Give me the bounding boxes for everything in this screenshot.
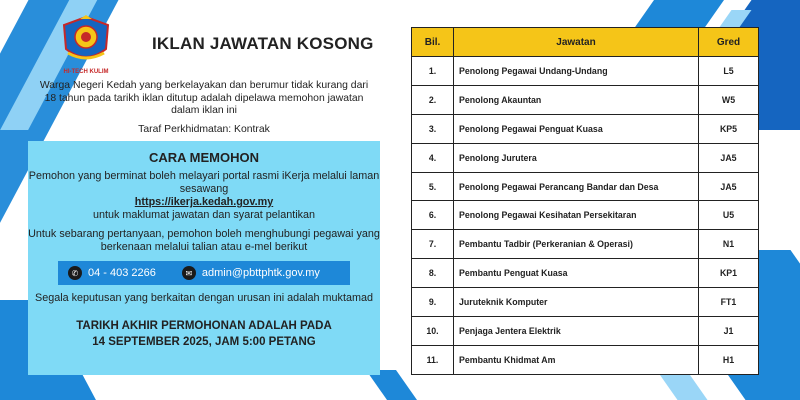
logo-caption: HI-TECH KULIM — [63, 69, 109, 75]
job-title: Pembantu Tadbir (Perkeranian & Operasi) — [454, 230, 699, 259]
ikerja-link[interactable]: https://ikerja.kedah.gov.my — [134, 196, 274, 208]
intro-text: Warga Negeri Kedah yang berkelayakan dan berumur tidak kurang dari 18 tahun pada tarikh iklan ditutup adalah dipelawa memohon jawatan dalam iklan ini — [39, 80, 369, 116]
apply-instructions: Pemohon yang berminat boleh melayari portal rasmi iKerja melalui laman sesawang — [28, 170, 380, 195]
table-row — [412, 85, 759, 114]
job-title: Penolong Akauntan — [454, 85, 699, 114]
row-number: 10. — [412, 317, 454, 346]
job-grade: J1 — [699, 317, 759, 346]
job-title: Pembantu Khidmat Am — [454, 345, 699, 374]
job-title: Penolong Pegawai Perancang Bandar dan Desa — [454, 172, 699, 201]
job-title: Juruteknik Komputer — [454, 288, 699, 317]
email-icon: ✉ — [182, 266, 196, 280]
pbt-logo — [58, 15, 114, 73]
job-grade: U5 — [699, 201, 759, 230]
row-number: 9. — [412, 288, 454, 317]
contact-bar — [58, 261, 350, 285]
table-row — [412, 201, 759, 230]
job-grade: N1 — [699, 230, 759, 259]
job-grade: KP5 — [699, 114, 759, 143]
job-grade: KP1 — [699, 259, 759, 288]
job-title: Penjaga Jentera Elektrik — [454, 317, 699, 346]
how-to-apply-panel — [28, 141, 380, 375]
row-number: 1. — [412, 57, 454, 86]
how-to-apply-heading: CARA MEMOHON — [148, 150, 259, 165]
table-row — [412, 345, 759, 374]
job-grade: JA5 — [699, 172, 759, 201]
phone-icon: ✆ — [68, 266, 82, 280]
job-grade: JA5 — [699, 143, 759, 172]
deadline-notice — [28, 318, 380, 350]
table-row — [412, 172, 759, 201]
row-number: 6. — [412, 201, 454, 230]
row-number: 2. — [412, 85, 454, 114]
row-number: 3. — [412, 114, 454, 143]
header-row — [28, 14, 380, 74]
phone-number[interactable]: 04 - 403 2266 — [88, 267, 156, 279]
page-title: IKLAN JAWATAN KOSONG — [152, 34, 374, 53]
table-row — [412, 230, 759, 259]
enquiry-text: Untuk sebarang pertanyaan, pemohon boleh menghubungi pegawai yang berkenaan melalui talian atau e-mel berikut — [28, 228, 380, 253]
table-row — [412, 288, 759, 317]
email-address[interactable]: admin@pbttphtk.gov.my — [201, 267, 320, 279]
job-title: Penolong Jurutera — [454, 143, 699, 172]
job-title: Penolong Pegawai Penguat Kuasa — [454, 114, 699, 143]
table-row — [412, 143, 759, 172]
table-row — [412, 259, 759, 288]
table-row — [412, 57, 759, 86]
header-section — [28, 14, 380, 135]
deadline-line-1: TARIKH AKHIR PERMOHONAN ADALAH PADA — [76, 320, 332, 332]
row-number: 5. — [412, 172, 454, 201]
row-number: 4. — [412, 143, 454, 172]
job-grade: L5 — [699, 57, 759, 86]
job-grade: FT1 — [699, 288, 759, 317]
vacancy-table — [411, 27, 759, 375]
column-header-bil: Bil. — [412, 28, 454, 57]
service-status-text: Taraf Perkhidmatan: Kontrak — [138, 123, 270, 135]
job-title: Penolong Pegawai Kesihatan Persekitaran — [454, 201, 699, 230]
final-decision-text: Segala keputusan yang berkaitan dengan urusan ini adalah muktamad — [35, 292, 373, 304]
apply-instructions-cont: untuk maklumat jawatan dan syarat pelantikan — [92, 209, 316, 221]
column-header-gred: Gred — [699, 28, 759, 57]
table-row — [412, 114, 759, 143]
job-title: Penolong Pegawai Undang-Undang — [454, 57, 699, 86]
row-number: 11. — [412, 345, 454, 374]
job-grade: W5 — [699, 85, 759, 114]
job-grade: H1 — [699, 345, 759, 374]
job-title: Pembantu Penguat Kuasa — [454, 259, 699, 288]
table-row — [412, 317, 759, 346]
emblem-icon — [58, 15, 114, 67]
table-header-row — [412, 28, 759, 57]
column-header-jawatan: Jawatan — [454, 28, 699, 57]
deadline-line-2: 14 SEPTEMBER 2025, JAM 5:00 PETANG — [92, 336, 316, 348]
row-number: 7. — [412, 230, 454, 259]
row-number: 8. — [412, 259, 454, 288]
table-body — [412, 57, 759, 375]
